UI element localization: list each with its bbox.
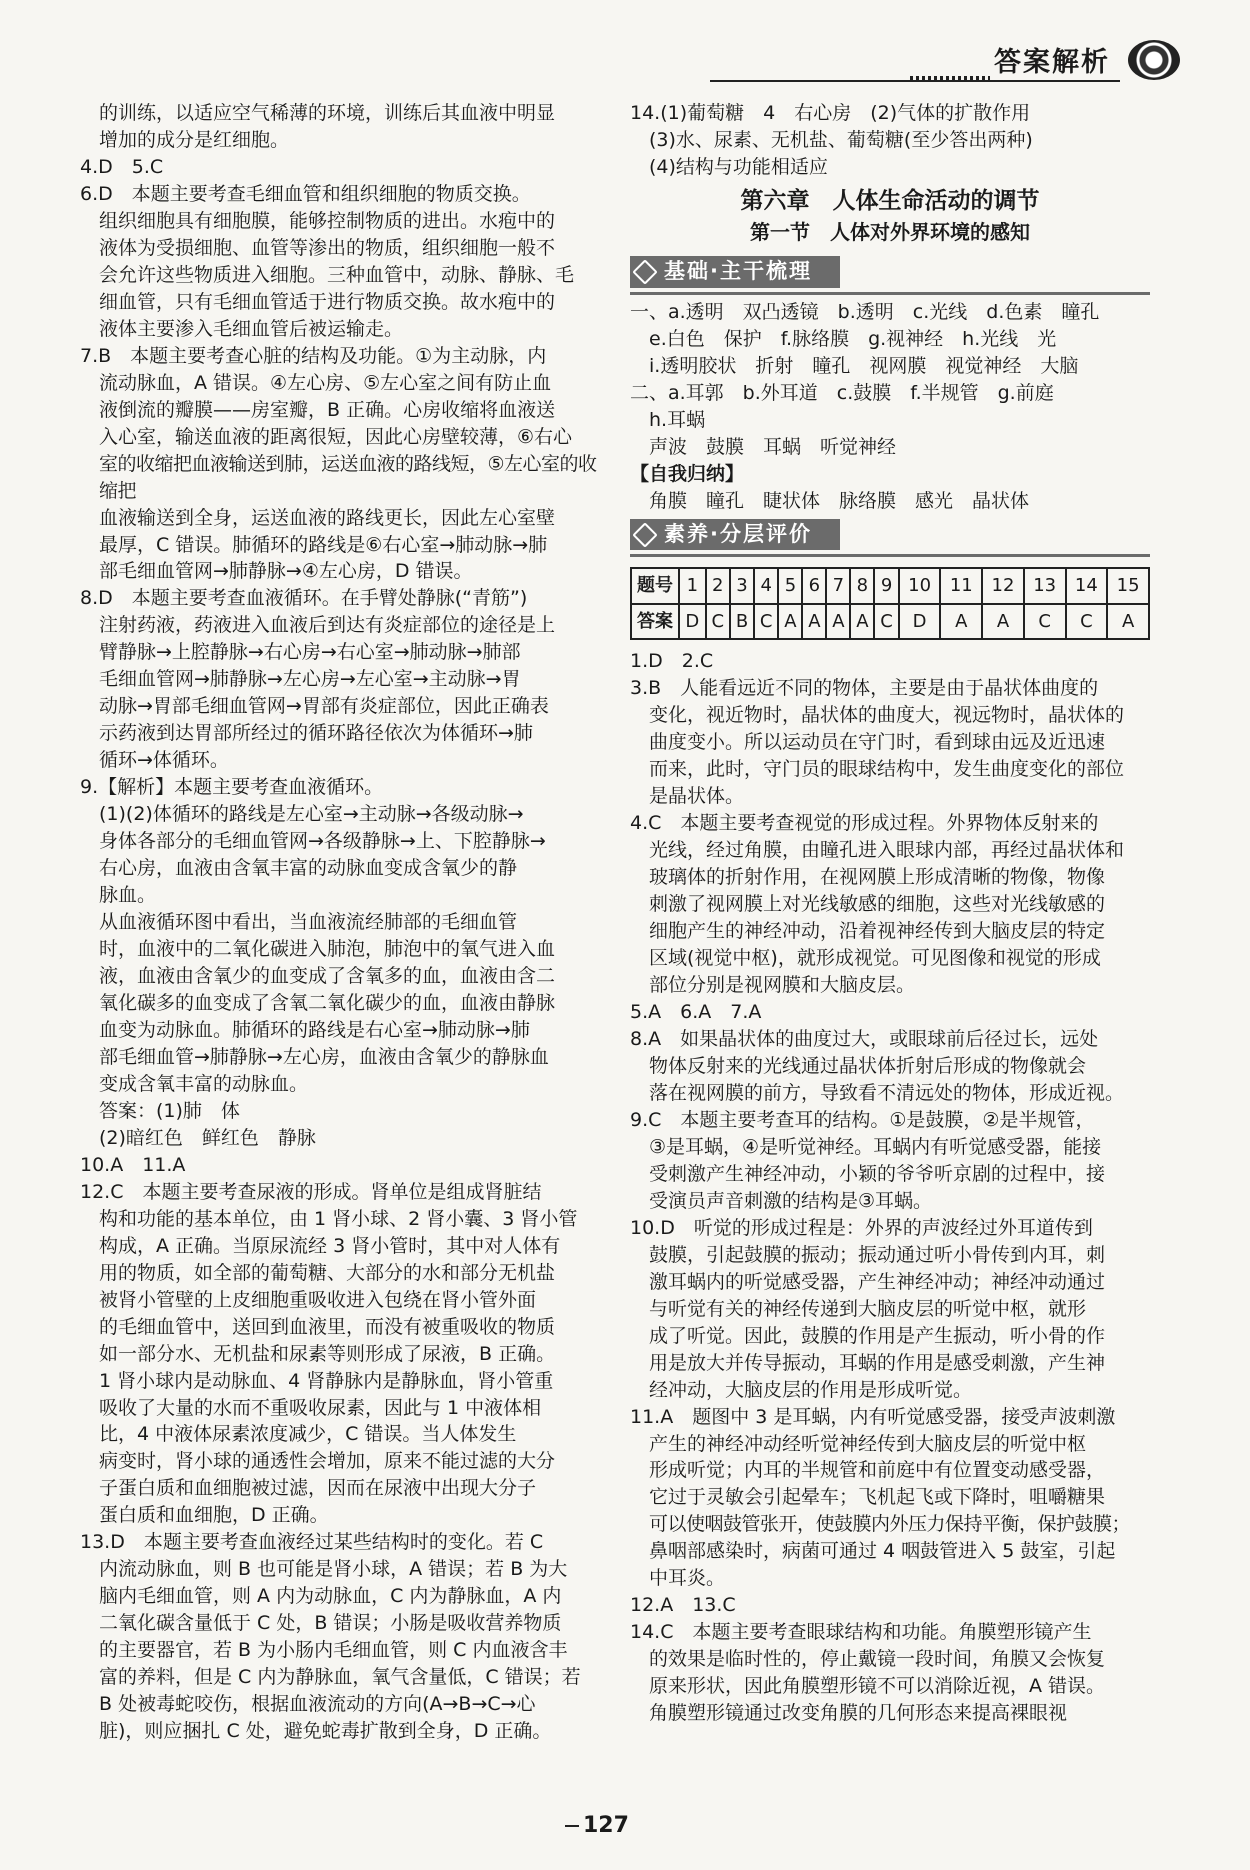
table-cell: 1 — [679, 568, 706, 604]
text-line: 脉血。 — [99, 884, 157, 907]
text-line: 部毛细血管→肺静脉→左心房，血液由含氧少的静脉血 — [99, 1045, 549, 1068]
text-line: 细血管，只有毛细血管适于进行物质交换。故水疱中的 — [99, 290, 556, 313]
text-line: 曲度变小。所以运动员在守门时，看到球由远及近迅速 — [649, 731, 1106, 754]
table-cell: 7 — [826, 568, 850, 604]
text-line: 刺激了视网膜上对光线敏感的细胞，这些对光线敏感的 — [649, 893, 1106, 916]
text-line: 液，血液由含氧少的血变成了含氧多的血，血液由含二 — [99, 965, 556, 987]
text-line: 产生的神经冲动经听觉神经传到大脑皮层的听觉中枢 — [649, 1432, 1087, 1455]
text-line: 部毛细血管网→肺静脉→④左心房，D 错误。 — [99, 560, 473, 583]
text-line: e.白色 保护 f.脉络膜 g.视神经 h.光线 光 — [649, 327, 1057, 350]
text-line: 动脉→胃部毛细血管网→胃部有炎症部位，因此正确表 — [99, 695, 549, 718]
text-line: 是晶状体。 — [649, 785, 745, 808]
text-line: 血变为动脉血。肺循环的路线是右心室→肺动脉→肺 — [99, 1018, 530, 1041]
text-line: 玻璃体的折射作用，在视网膜上形成清晰的物像，物像 — [649, 866, 1106, 889]
text-line: 8.A 如果晶状体的曲度过大，或眼球前后径过长，远处 — [630, 1027, 1099, 1050]
text-line: 鼻咽部感染时，病菌可通过 4 咽鼓管进入 5 鼓室，引起 — [649, 1540, 1116, 1563]
text-line: 入心室，输送血液的距离很短，因此心房壁较薄，⑥右心 — [99, 425, 573, 448]
text-line: 受演员声音刺激的结构是③耳蜗。 — [649, 1189, 933, 1212]
text-line: 3.B 人能看远近不同的物体，主要是由于晶状体曲度的 — [630, 677, 1099, 700]
text-line: 变成含氧丰富的动脉血。 — [99, 1072, 309, 1095]
text-line: 细胞产生的神经冲动，沿着视神经传到大脑皮层的特定 — [649, 920, 1106, 943]
text-line: 受刺激产生神经冲动，小颖的爷爷听京剧的过程中，接 — [649, 1162, 1106, 1185]
text-line: 8.D 本题主要考查血液循环。在手臂处静脉(“青筋”) — [80, 587, 528, 610]
text-line: 的训练，以适应空气稀薄的环境，训练后其血液中明显 — [99, 102, 556, 124]
table-cell: 13 — [1024, 568, 1066, 604]
left-column — [80, 100, 610, 1745]
text-line: 13.D 本题主要考查血液经过某些结构时的变化。若 C — [80, 1531, 544, 1554]
text-line: 14.C 本题主要考查眼球结构和功能。角膜塑形镜产生 — [630, 1621, 1092, 1644]
text-line: (1)(2)体循环的路线是左心室→主动脉→各级动脉→ — [99, 803, 524, 826]
text-line: 1.D 2.C — [630, 650, 714, 673]
self-summary-title: 【自我归纳】 — [630, 462, 745, 485]
table-cell: A — [982, 604, 1024, 640]
text-line: 示药液到达胃部所经过的循环路径依次为体循环→肺 — [99, 722, 533, 745]
table-cell: B — [730, 604, 754, 640]
table-header-cell: 题号 — [631, 568, 679, 604]
text-line: 组织细胞具有细胞膜，能够控制物质的进出。水疱中的 — [99, 209, 556, 232]
text-line: 液倒流的瓣膜——房室瓣，B 正确。心房收缩将血液送 — [99, 398, 556, 421]
text-line: 它过于灵敏会引起晕车；飞机起飞或下降时，咀嚼糖果 — [649, 1486, 1106, 1509]
table-cell: C — [1024, 604, 1066, 640]
section-title: 第一节 人体对外界环境的感知 — [750, 219, 1030, 244]
text-line: 增加的成分是红细胞。 — [99, 128, 290, 151]
text-line: 14.(1)葡萄糖 4 右心房 (2)气体的扩散作用 — [630, 102, 1031, 124]
text-line: 吸收了大量的水而不重吸收尿素，因此与 1 中液体相 — [99, 1396, 542, 1419]
table-cell: C — [706, 604, 730, 640]
text-line: 4.D 5.C — [80, 155, 164, 178]
text-line: B 处被毒蛇咬伤，根据血液流动的方向(A→B→C→心 — [99, 1693, 536, 1716]
table-cell: C — [754, 604, 778, 640]
text-line: 时，血液中的二氧化碳进入肺泡，肺泡中的氧气进入血 — [99, 938, 556, 961]
text-line: 而来，此时，守门员的眼球结构中，发生曲度变化的部位 — [649, 758, 1125, 781]
table-cell: 5 — [778, 568, 802, 604]
table-cell: 12 — [982, 568, 1024, 604]
table-cell: A — [826, 604, 850, 640]
text-line: 注射药液，药液进入血液后到达有炎症部位的途径是上 — [99, 614, 556, 637]
text-line: 从血液循环图中看出，当血液流经肺部的毛细血管 — [99, 911, 518, 934]
page-header — [730, 40, 1190, 90]
text-line: 会允许这些物质进入细胞。三种血管中，动脉、静脉、毛 — [99, 263, 575, 286]
text-line: 10.D 听觉的形成过程是：外界的声波经过外耳道传到 — [630, 1216, 1093, 1239]
table-cell: D — [679, 604, 706, 640]
table-row — [631, 604, 1149, 640]
text-line: 的效果是临时性的，停止戴镜一段时间，角膜又会恢复 — [649, 1648, 1106, 1671]
text-line: 二、a.耳郭 b.外耳道 c.鼓膜 f.半规管 g.前庭 — [630, 381, 1054, 404]
text-line: (2)暗红色 鲜红色 静脉 — [99, 1126, 316, 1149]
text-line: 最厚，C 错误。肺循环的路线是⑥右心室→肺动脉→肺 — [99, 533, 548, 556]
header-title: 答案解析 — [994, 47, 1110, 78]
text-line: ③是耳蜗，④是听觉神经。耳蜗内有听觉感受器，能接 — [649, 1135, 1102, 1158]
text-line: 4.C 本题主要考查视觉的形成过程。外界物体反射来的 — [630, 812, 1099, 835]
self-summary-text: 角膜 瞳孔 睫状体 脉络膜 感光 晶状体 — [649, 489, 1030, 512]
text-line: 部位分别是视网膜和大脑皮层。 — [649, 974, 916, 997]
text-line: (4)结构与功能相适应 — [649, 155, 828, 178]
text-line: 12.A 13.C — [630, 1594, 736, 1617]
text-line: 富的养料，但是 C 内为静脉血，氧气含量低，C 错误；若 — [99, 1666, 581, 1689]
table-cell: 3 — [730, 568, 754, 604]
text-line: 与听觉有关的神经传递到大脑皮层的听觉中枢，就形 — [649, 1297, 1087, 1320]
text-line: 一、a.透明 双凸透镜 b.透明 c.光线 d.色素 瞳孔 — [630, 300, 1100, 323]
banner-eval — [630, 515, 1150, 558]
text-line: 中耳炎。 — [649, 1567, 726, 1590]
text-line: 臂静脉→上腔静脉→右心房→右心室→肺动脉→肺部 — [99, 641, 521, 664]
table-cell: 2 — [706, 568, 730, 604]
text-line: 病变时，肾小球的通透性会增加，原来不能过滤的大分 — [99, 1450, 556, 1473]
table-row — [631, 568, 1149, 604]
text-line: i.透明胶状 折射 瞳孔 视网膜 视觉神经 大脑 — [649, 354, 1079, 377]
text-line: 7.B 本题主要考查心脏的结构及功能。①为主动脉，内 — [80, 344, 547, 367]
table-cell: A — [850, 604, 874, 640]
text-line: 区域(视觉中枢)，就形成视觉。可见图像和视觉的形成 — [649, 947, 1101, 970]
text-line: 构成，A 正确。当原尿流经 3 肾小管时，其中对人体有 — [99, 1234, 561, 1257]
text-line: 用是放大并传导振动，耳蜗的作用是感受刺激，产生神 — [649, 1351, 1106, 1374]
eye-logo-icon — [1128, 40, 1180, 80]
text-line: 被肾小管壁的上皮细胞重吸收进入包绕在肾小管外面 — [99, 1288, 537, 1311]
text-line: 用的物质，如全部的葡萄糖、大部分的水和部分无机盐 — [99, 1261, 556, 1284]
table-cell: 11 — [940, 568, 982, 604]
text-line: 形成听觉；内耳的半规管和前庭中有位置变动感受器， — [649, 1459, 1106, 1482]
banner-basic-label: 基础·主干梳理 — [630, 256, 840, 288]
table-header-cell: 答案 — [631, 604, 679, 640]
table-cell: C — [874, 604, 898, 640]
text-line: 室的收缩把血液输送到肺，运送血液的路线短，⑤左心室的收缩把 — [99, 452, 597, 502]
text-line: 脏)，则应捆扎 C 处，避免蛇毒扩散到全身，D 正确。 — [99, 1720, 552, 1743]
text-line: 12.C 本题主要考查尿液的形成。肾单位是组成肾脏结 — [80, 1180, 542, 1203]
text-line: (3)水、尿素、无机盐、葡萄糖(至少答出两种) — [649, 128, 1033, 151]
text-line: 5.A 6.A 7.A — [630, 1001, 762, 1024]
text-line: 光线，经过角膜，由瞳孔进入眼球内部，再经过晶状体和 — [649, 839, 1125, 862]
answer-table — [630, 567, 1150, 640]
table-cell: 15 — [1107, 568, 1149, 604]
text-line: 原来形状，因此角膜塑形镜不可以消除近视，A 错误。 — [649, 1675, 1106, 1698]
table-cell: 10 — [899, 568, 941, 604]
table-cell: 9 — [874, 568, 898, 604]
text-line: 子蛋白质和血细胞被过滤，因而在尿液中出现大分子 — [99, 1477, 537, 1500]
text-line: 10.A 11.A — [80, 1153, 186, 1176]
table-cell: 6 — [802, 568, 826, 604]
chapter-title: 第六章 人体生命活动的调节 — [740, 187, 1040, 214]
text-line: 内流动脉血，则 B 也可能是肾小球，A 错误；若 B 为大 — [99, 1558, 568, 1581]
text-line: 脑内毛细血管，则 A 内为动脉血，C 内为静脉血，A 内 — [99, 1585, 562, 1608]
text-line: 1 肾小球内是动脉血、4 肾静脉内是静脉血，肾小管重 — [99, 1369, 554, 1392]
text-line: 身体各部分的毛细血管网→各级静脉→上、下腔静脉→ — [99, 830, 546, 853]
text-line: 落在视网膜的前方，导致看不清远处的物体，形成近视。 — [649, 1081, 1125, 1104]
text-line: 构和功能的基本单位，由 1 肾小球、2 肾小囊、3 肾小管 — [99, 1207, 578, 1230]
text-line: 血液输送到全身，运送血液的路线更长，因此左心室壁 — [99, 506, 556, 529]
text-line: 液体为受损细胞、血管等渗出的物质，组织细胞一般不 — [99, 236, 556, 259]
text-line: h.耳蜗 — [649, 408, 706, 431]
text-line: 11.A 题图中 3 是耳蜗，内有听觉感受器，接受声波刺激 — [630, 1405, 1116, 1428]
text-line: 比，4 中液体尿素浓度减少，C 错误。当人体发生 — [99, 1423, 517, 1446]
banner-eval-label: 素养·分层评价 — [630, 519, 840, 551]
text-line: 9.【解析】本题主要考查血液循环。 — [80, 776, 384, 799]
table-cell: D — [899, 604, 941, 640]
text-line: 经冲动，大脑皮层的作用是形成听觉。 — [649, 1378, 973, 1401]
table-cell: C — [1066, 604, 1108, 640]
text-line: 蛋白质和血细胞，D 正确。 — [99, 1504, 329, 1527]
text-line: 变化，视近物时，晶状体的曲度大，视远物时，晶状体的 — [649, 704, 1125, 727]
text-line: 可以使咽鼓管张开，使鼓膜内外压力保持平衡，保护鼓膜； — [649, 1513, 1131, 1536]
text-line: 6.D 本题主要考查毛细血管和组织细胞的物质交换。 — [80, 182, 531, 205]
text-line: 氧化碳多的血变成了含氧二氧化碳少的血，血液由静脉 — [99, 991, 556, 1014]
table-cell: A — [1107, 604, 1149, 640]
text-line: 循环→体循环。 — [99, 749, 229, 772]
text-line: 二氧化碳含量低于 C 处，B 错误；小肠是吸收营养物质 — [99, 1612, 562, 1635]
text-line: 右心房，血液由含氧丰富的动脉血变成含氧少的静 — [99, 857, 518, 880]
text-line: 声波 鼓膜 耳蜗 听觉神经 — [649, 435, 897, 458]
table-cell: A — [778, 604, 802, 640]
table-cell: 8 — [850, 568, 874, 604]
text-line: 角膜塑形镜通过改变角膜的几何形态来提高裸眼视 — [649, 1702, 1068, 1725]
text-line: 毛细血管网→肺静脉→左心房→左心室→主动脉→胃 — [99, 668, 521, 691]
table-cell: A — [802, 604, 826, 640]
right-column — [630, 100, 1150, 1727]
text-line: 流动脉血，A 错误。④左心房、⑤左心室之间有防止血 — [99, 371, 552, 394]
text-line: 的主要器官，若 B 为小肠内毛细血管，则 C 内血液含丰 — [99, 1639, 568, 1662]
text-line: 鼓膜，引起鼓膜的振动；振动通过听小骨传到内耳，刺 — [649, 1243, 1106, 1266]
text-line: 的毛细血管中，送回到血液里，而没有被重吸收的物质 — [99, 1315, 556, 1338]
table-cell: 4 — [754, 568, 778, 604]
text-line: 液体主要渗入毛细血管后被运输走。 — [99, 317, 404, 340]
text-line: 物体反射来的光线通过晶状体折射后形成的物像就会 — [649, 1054, 1087, 1077]
page-number: 127 — [565, 1810, 629, 1841]
table-cell: 14 — [1066, 568, 1108, 604]
text-line: 答案：(1)肺 体 — [99, 1099, 240, 1122]
text-line: 成了听觉。因此，鼓膜的作用是产生振动，听小骨的作 — [649, 1324, 1106, 1347]
text-line: 激耳蜗内的听觉感受器，产生神经冲动；神经冲动通过 — [649, 1270, 1106, 1293]
text-line: 如一部分水、无机盐和尿素等则形成了尿液，B 正确。 — [99, 1342, 556, 1365]
text-line: 9.C 本题主要考查耳的结构。①是鼓膜，②是半规管， — [630, 1108, 1095, 1131]
banner-basic — [630, 252, 1150, 295]
table-cell: A — [940, 604, 982, 640]
